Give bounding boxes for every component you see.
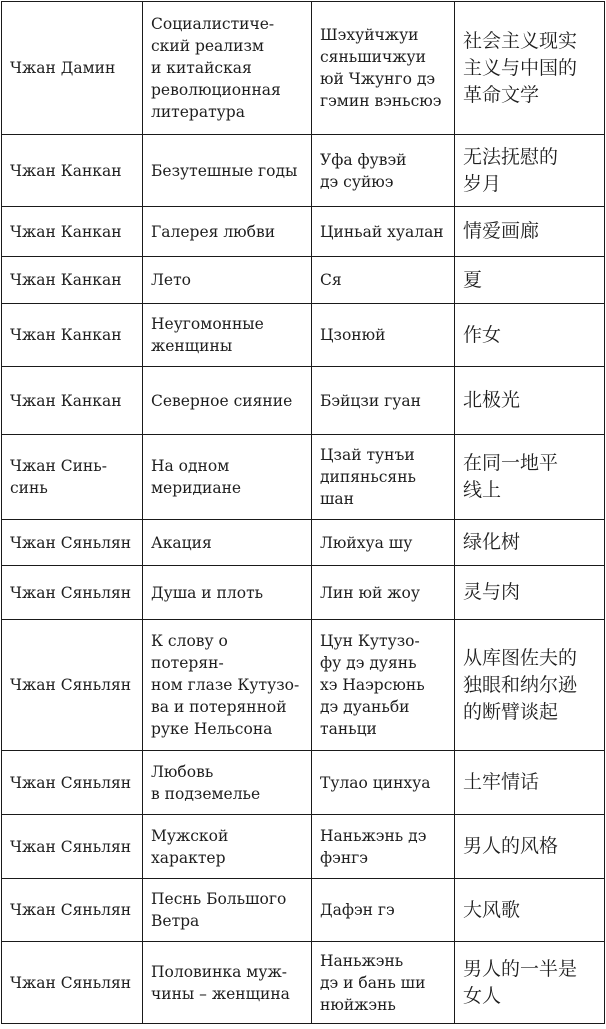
- table-row: [2, 135, 605, 207]
- author-cell: Чжан Канкан: [2, 135, 143, 207]
- russian-title-cell: Северное сияние: [143, 367, 312, 435]
- author-cell: Чжан Сяньлян: [2, 620, 143, 751]
- author-cell: Чжан Канкан: [2, 304, 143, 367]
- chinese-title-cell: 北极光: [455, 367, 605, 435]
- russian-title-cell: Душа и плоть: [143, 566, 312, 620]
- table-row: [2, 751, 605, 815]
- table-row: [2, 435, 605, 520]
- transliteration-cell: Тулао цинхуа: [312, 751, 455, 815]
- transliteration-cell: Бэйцзи гуан: [312, 367, 455, 435]
- transliteration-cell: Наньжэнь дэ фэнгэ: [312, 815, 455, 879]
- author-cell: Чжан Дамин: [2, 2, 143, 135]
- author-cell: Чжан Сяньлян: [2, 879, 143, 942]
- chinese-title-cell: 作女: [455, 304, 605, 367]
- transliteration-cell: Цзонюй: [312, 304, 455, 367]
- chinese-title-cell: 在同一地平 线上: [455, 435, 605, 520]
- table-row: [2, 620, 605, 751]
- russian-title-cell: Акация: [143, 520, 312, 566]
- author-cell: Чжан Сяньлян: [2, 520, 143, 566]
- transliteration-cell: Лин юй жоу: [312, 566, 455, 620]
- russian-title-cell: На одном меридиане: [143, 435, 312, 520]
- table-row: [2, 566, 605, 620]
- table-row: [2, 2, 605, 135]
- chinese-title-cell: 灵与肉: [455, 566, 605, 620]
- chinese-title-cell: 从库图佐夫的 独眼和纳尔逊 的断臂谈起: [455, 620, 605, 751]
- author-cell: Чжан Канкан: [2, 367, 143, 435]
- chinese-title-cell: 无法抚慰的 岁月: [455, 135, 605, 207]
- table-row: [2, 815, 605, 879]
- chinese-title-cell: 土牢情话: [455, 751, 605, 815]
- author-cell: Чжан Сяньлян: [2, 566, 143, 620]
- russian-title-cell: Галерея любви: [143, 207, 312, 257]
- transliteration-cell: Уфа фувэй дэ суйюэ: [312, 135, 455, 207]
- table-row: [2, 257, 605, 304]
- chinese-title-cell: 社会主义现实 主义与中国的 革命文学: [455, 2, 605, 135]
- chinese-title-cell: 大风歌: [455, 879, 605, 942]
- author-cell: Чжан Канкан: [2, 257, 143, 304]
- author-cell: Чжан Сяньлян: [2, 815, 143, 879]
- transliteration-cell: Циньай хуалан: [312, 207, 455, 257]
- table-row: [2, 367, 605, 435]
- transliteration-cell: Ся: [312, 257, 455, 304]
- russian-title-cell: Песнь Большого Ветра: [143, 879, 312, 942]
- russian-title-cell: Безутешные годы: [143, 135, 312, 207]
- author-cell: Чжан Сяньлян: [2, 751, 143, 815]
- chinese-title-cell: 男人的一半是 女人: [455, 942, 605, 1024]
- chinese-title-cell: 绿化树: [455, 520, 605, 566]
- russian-title-cell: Половинка муж- чины – женщина: [143, 942, 312, 1024]
- transliteration-cell: Цун Кутузо- фу дэ дуянь хэ Наэрсюнь дэ дуаньби таньци: [312, 620, 455, 751]
- works-table: [1, 1, 605, 1024]
- chinese-title-cell: 情爱画廊: [455, 207, 605, 257]
- transliteration-cell: Наньжэнь дэ и бань ши нюйжэнь: [312, 942, 455, 1024]
- table-row: [2, 207, 605, 257]
- chinese-title-cell: 夏: [455, 257, 605, 304]
- russian-title-cell: Неугомонные женщины: [143, 304, 312, 367]
- transliteration-cell: Дафэн гэ: [312, 879, 455, 942]
- russian-title-cell: К слову о потерян- ном глазе Кутузо- ва и потерянной руке Нельсона: [143, 620, 312, 751]
- transliteration-cell: Шэхуйчжуи сяньшичжуи юй Чжунго дэ гэмин вэньсюэ: [312, 2, 455, 135]
- russian-title-cell: Лето: [143, 257, 312, 304]
- russian-title-cell: Мужской характер: [143, 815, 312, 879]
- table-row: [2, 942, 605, 1024]
- table-row: [2, 879, 605, 942]
- author-cell: Чжан Синь- синь: [2, 435, 143, 520]
- transliteration-cell: Люйхуа шу: [312, 520, 455, 566]
- table-row: [2, 304, 605, 367]
- author-cell: Чжан Канкан: [2, 207, 143, 257]
- author-cell: Чжан Сяньлян: [2, 942, 143, 1024]
- table-row: [2, 520, 605, 566]
- works-table-body: [2, 2, 605, 1024]
- transliteration-cell: Цзай тунъи дипяньсянь шан: [312, 435, 455, 520]
- russian-title-cell: Социалистиче- ский реализм и китайская революционная литература: [143, 2, 312, 135]
- chinese-title-cell: 男人的风格: [455, 815, 605, 879]
- russian-title-cell: Любовь в подземелье: [143, 751, 312, 815]
